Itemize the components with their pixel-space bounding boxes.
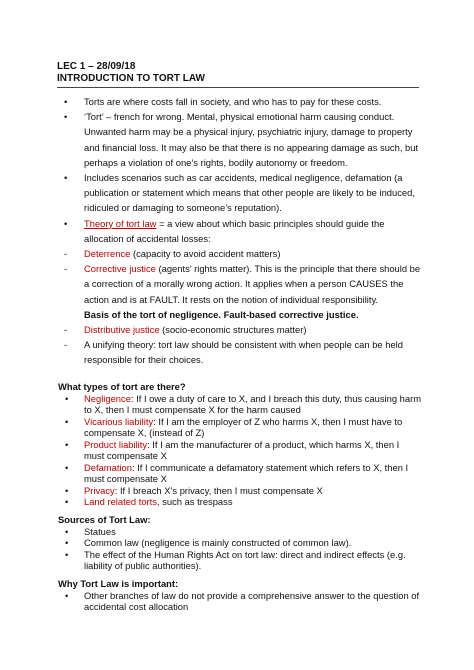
bullet-marker: •	[65, 461, 69, 473]
bullet-marker: •	[64, 111, 68, 123]
item-text: (socio-economic structures matter)	[159, 324, 307, 336]
item-text: : If I am the employer of Z who harms X, then I must have to compensate X, (instead of Z)	[84, 415, 403, 438]
bullet-marker: •	[65, 589, 69, 601]
item-term: Product liability	[84, 438, 148, 450]
list-item	[58, 337, 422, 367]
list-item	[58, 416, 422, 439]
item-text: The effect of the Human Rights Act on tort law: direct and indirect effects (e.g. liability of public authorities).	[84, 548, 406, 571]
bullet-marker: •	[65, 392, 69, 404]
section-title: Why Tort Law is important:	[58, 578, 179, 589]
bullet-marker: •	[65, 548, 69, 560]
bullet-marker: •	[64, 217, 68, 229]
list-item	[58, 246, 422, 261]
list-item	[58, 496, 422, 508]
list-item	[58, 261, 422, 307]
list-item	[58, 94, 422, 109]
types-section	[58, 381, 422, 508]
bullet-marker: •	[65, 415, 69, 427]
list-item	[58, 485, 422, 497]
item-text: ‘Tort’ – french for wrong. Mental, physical emotional harm causing conduct. Unwanted harm may be a physical injury, psychiatric injury, damage to property and financial loss. It may also be that there is no appearing damage as such, but perhaps a violation of one’s rights, bodily autonomy or freedom.	[84, 111, 419, 168]
bullet-marker: •	[65, 484, 69, 496]
lecture-date: LEC 1 – 28/09/18	[57, 61, 136, 72]
item-text: Torts are where costs fall in society, and who has to pay for these costs.	[84, 96, 382, 107]
dash-marker: -	[64, 248, 68, 260]
intro-list	[58, 94, 422, 368]
why-section	[58, 578, 422, 613]
item-text: Includes scenarios such as car accidents, medical negligence, defamation (a publication or statement which means that other people are likely to be induced, ridiculed or damaging to someone’s reputation).	[84, 172, 415, 214]
list-item	[58, 109, 422, 170]
list-item	[58, 462, 422, 485]
item-text: (capacity to avoid accident matters)	[130, 248, 281, 260]
list-item	[58, 216, 422, 246]
item-term: Vicarious liability	[84, 415, 154, 427]
header-divider	[57, 87, 419, 88]
list-item	[58, 590, 422, 613]
lecture-title: INTRODUCTION TO TORT LAW	[57, 73, 205, 84]
bullet-marker: •	[65, 496, 69, 507]
list-item	[58, 526, 422, 538]
item-term: Privacy	[84, 484, 115, 496]
section-title: What types of tort are there?	[58, 381, 186, 392]
item-term: Land related torts	[84, 496, 157, 507]
bullet-marker: •	[65, 537, 69, 548]
item-text: A unifying theory: tort law should be consistent with when people can be held responsible for their choices.	[84, 339, 403, 366]
bullet-marker: •	[64, 172, 68, 184]
list-item	[58, 549, 422, 572]
section-title: Sources of Tort Law:	[58, 514, 151, 525]
dash-marker: -	[64, 263, 68, 275]
item-term: Negligence	[84, 392, 131, 404]
item-text: Statues	[84, 525, 116, 537]
item-text: Other branches of law do not provide a comprehensive answer to the question of accidental cost allocation	[84, 589, 420, 612]
item-term: Distributive justice	[84, 324, 160, 336]
item-term: Theory of tort law	[84, 217, 157, 229]
list-item	[58, 393, 422, 416]
dash-marker: -	[64, 324, 68, 336]
list-item	[58, 537, 422, 549]
bold-note: Basis of the tort of negligence. Fault-based corrective justice.	[84, 308, 359, 320]
item-term: Deterrence	[84, 248, 131, 260]
item-text: : If I communicate a defamatory statement which refers to X, then I must compensate X	[84, 461, 409, 484]
item-text: Common law (negligence is mainly constructed of common law).	[84, 537, 352, 548]
item-text: = a view about which basic principles should guide the allocation of accidental losses:	[84, 217, 385, 244]
item-term: Defamation	[84, 461, 132, 473]
sources-section	[58, 514, 422, 572]
bullet-marker: •	[65, 525, 69, 537]
list-item	[58, 170, 422, 216]
bullet-marker: •	[65, 438, 69, 450]
list-item	[58, 322, 422, 337]
item-text: (agents’ rights matter). This is the principle that there should be a correction of a morally wrong action. It applies when a person CAUSES the action and is at FAULT. It rests on the notion of individual responsibility.	[84, 263, 421, 305]
item-text: : If I owe a duty of care to X, and I breach this duty, thus causing harm to X, then I must compensate X for the harm caused	[84, 392, 422, 415]
lecture-header	[57, 61, 419, 85]
item-text: : If I am the manufacturer of a product, which harms X, then I must compensate X	[84, 438, 400, 461]
item-term: Corrective justice	[84, 263, 156, 275]
dash-marker: -	[64, 339, 68, 351]
list-item	[58, 439, 422, 462]
item-text: : If I breach X’s privacy, then I must compensate X	[114, 484, 323, 496]
item-text: , such as trespass	[156, 496, 233, 507]
bullet-marker: •	[64, 96, 68, 107]
